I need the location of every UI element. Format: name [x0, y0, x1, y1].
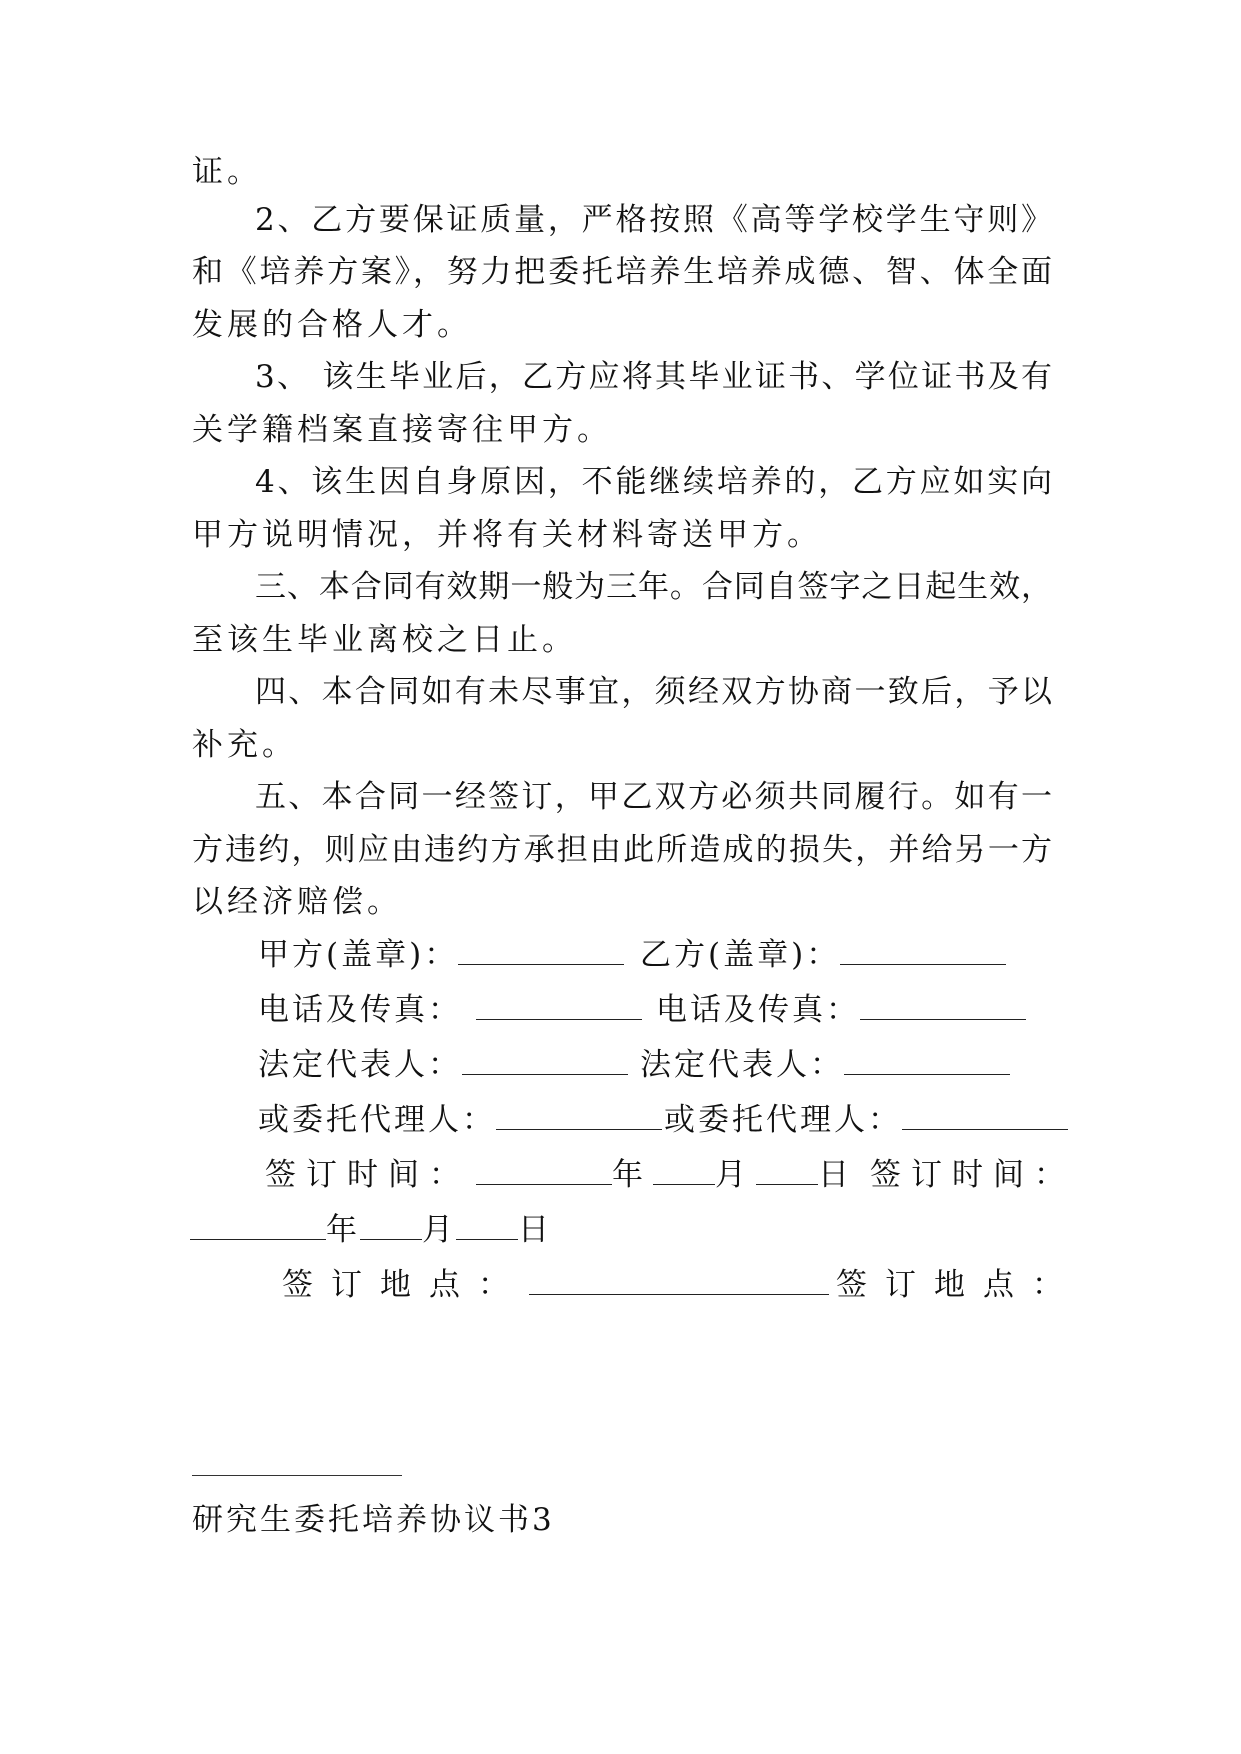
clause-2-line-3: 发展的合格人才。: [192, 307, 472, 343]
sign-place-a-row: [282, 1265, 829, 1305]
phone-fax-a-blank[interactable]: [476, 991, 642, 1020]
party-a-seal-row: [258, 935, 624, 975]
agent-a-blank[interactable]: [496, 1101, 662, 1130]
sign-time-a-month-blank[interactable]: [653, 1156, 715, 1185]
phone-fax-b-label: 电话及传真：: [656, 992, 860, 1028]
sign-time-b-month: 月: [422, 1212, 456, 1248]
sign-place-a-label: 签订地点：: [282, 1267, 527, 1303]
section-3-line-1: 三、本合同有效期一般为三年。合同自签字之日起生效，: [255, 569, 1052, 605]
agent-b-row: [664, 1100, 1068, 1140]
agent-b-label: 或委托代理人：: [664, 1102, 902, 1138]
sign-time-b-label-row: [870, 1155, 1075, 1195]
sign-time-b-year-blank[interactable]: [190, 1211, 326, 1240]
section-4-line-2: 补充。: [192, 727, 297, 763]
sign-place-b-label-row: [836, 1265, 1081, 1305]
sign-time-a-year: 年: [612, 1157, 653, 1193]
sign-time-a-row: [265, 1155, 859, 1195]
section-5-line-3: 以经济赔偿。: [192, 884, 402, 920]
clause-2-line-2: 和《培养方案》，努力把委托培养生培养成德、智、体全面: [192, 254, 1052, 290]
party-b-seal-label: 乙方(盖章)：: [640, 937, 841, 973]
legal-rep-b-label: 法定代表人：: [640, 1047, 844, 1083]
next-document-title: 研究生委托培养协议书3: [192, 1502, 555, 1538]
sign-time-b-year: 年: [326, 1212, 360, 1248]
sign-time-a-label: 签订时间：: [265, 1157, 470, 1193]
sign-time-a-day-blank[interactable]: [756, 1156, 818, 1185]
agent-a-row: [258, 1100, 662, 1140]
phone-fax-a-row: [258, 990, 642, 1030]
legal-rep-a-blank[interactable]: [462, 1046, 628, 1075]
clause-3-line-2: 关学籍档案直接寄往甲方。: [192, 412, 612, 448]
party-b-seal-blank[interactable]: [840, 936, 1006, 965]
paragraph-line: 证。: [192, 154, 262, 190]
clause-4-line-2: 甲方说明情况，并将有关材料寄送甲方。: [192, 517, 822, 553]
agent-a-label: 或委托代理人：: [258, 1102, 496, 1138]
clause-2-line-1: 2、乙方要保证质量，严格按照《高等学校学生守则》: [255, 202, 1052, 238]
legal-rep-b-row: [640, 1045, 1010, 1085]
legal-rep-a-label: 法定代表人：: [258, 1047, 462, 1083]
section-3-line-2: 至该生毕业离校之日止。: [192, 622, 577, 658]
agent-b-blank[interactable]: [902, 1101, 1068, 1130]
legal-rep-a-row: [258, 1045, 628, 1085]
section-5-line-2: 方违约，则应由违约方承担由此所造成的损失，并给另一方: [192, 832, 1052, 868]
sign-place-b-blank[interactable]: [192, 1475, 402, 1476]
party-a-seal-label: 甲方(盖章)：: [258, 937, 459, 973]
clause-3-line-1: 3、 该生毕业后，乙方应将其毕业证书、学位证书及有: [255, 359, 1052, 395]
sign-time-b-label: 签订时间：: [870, 1157, 1075, 1193]
section-4-line-1: 四、本合同如有未尽事宜，须经双方协商一致后，予以: [255, 674, 1052, 710]
phone-fax-a-label: 电话及传真：: [258, 992, 462, 1028]
sign-time-a-day: 日: [818, 1157, 859, 1193]
sign-time-b-day-blank[interactable]: [456, 1211, 518, 1240]
sign-place-a-blank[interactable]: [529, 1266, 829, 1295]
clause-4-line-1: 4、该生因自身原因，不能继续培养的，乙方应如实向: [255, 464, 1052, 500]
legal-rep-b-blank[interactable]: [844, 1046, 1010, 1075]
sign-time-b-month-blank[interactable]: [360, 1211, 422, 1240]
party-b-seal-row: [640, 935, 1006, 975]
sign-time-a-month: 月: [715, 1157, 756, 1193]
sign-place-b-label: 签订地点：: [836, 1267, 1081, 1303]
sign-time-a-year-blank[interactable]: [476, 1156, 612, 1185]
sign-time-b-day: 日: [518, 1212, 552, 1248]
sign-time-b-row: [190, 1210, 552, 1250]
phone-fax-b-row: [656, 990, 1026, 1030]
section-5-line-1: 五、本合同一经签订，甲乙双方必须共同履行。如有一: [255, 779, 1052, 815]
phone-fax-b-blank[interactable]: [860, 991, 1026, 1020]
party-a-seal-blank[interactable]: [458, 936, 624, 965]
